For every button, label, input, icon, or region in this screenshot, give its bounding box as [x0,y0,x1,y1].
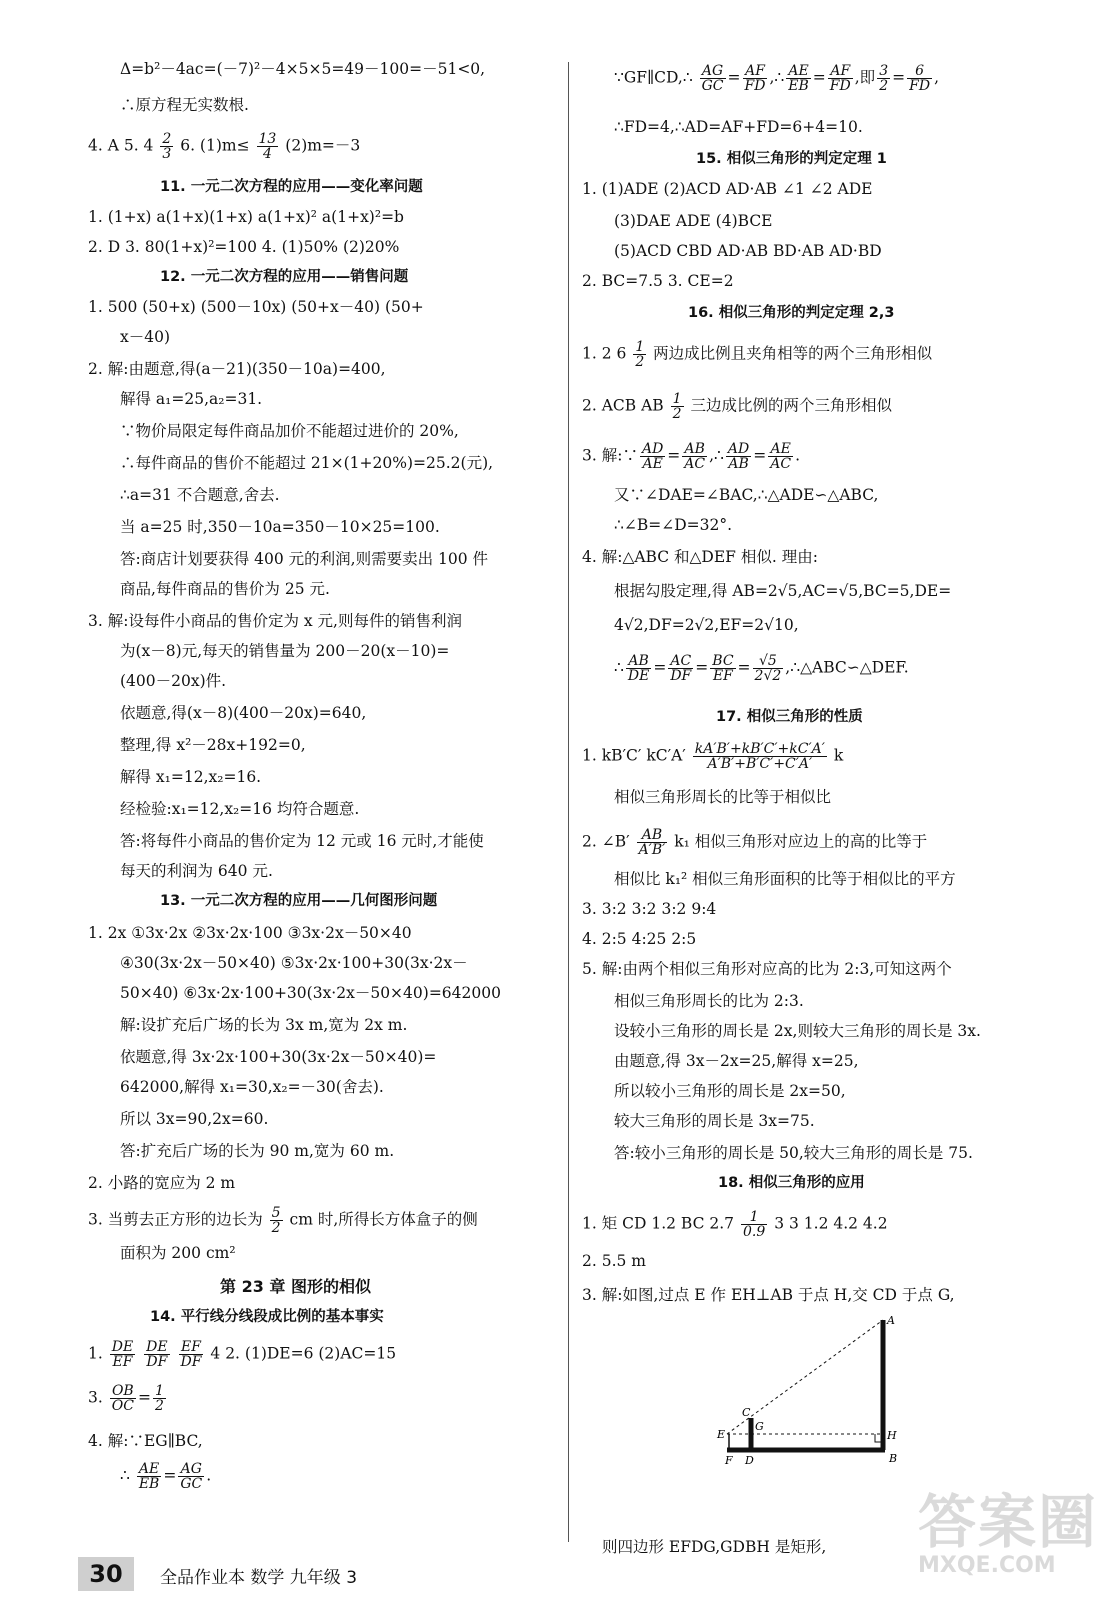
answer-17-5-e: 所以较小三角形的周长是 2x=50, [614,1082,846,1100]
label-f: F [725,1454,733,1467]
similar-triangles-figure [705,1312,905,1472]
answer-15-1-c: (5)ACD CBD AD·AB BD·AB AD·BD [614,242,882,260]
num: AB [682,442,707,457]
text: 4 2. (1)DE=6 (2)AC=15 [210,1344,397,1363]
num: 2 [162,131,172,147]
num: 1 [672,391,682,407]
label-h: H [887,1429,897,1442]
den: EB [138,1476,160,1492]
answer-17-5-d: 由题意,得 3x－2x=25,解得 x=25, [614,1052,859,1070]
answer-16-4-b: 根据勾股定理,得 AB=2√5,AC=√5,BC=5,DE= [614,582,952,600]
answer-13-1-f: 642000,解得 x₁=30,x₂=－30(舍去). [120,1078,384,1096]
den: GC [180,1476,203,1492]
answer-17-3: 3. 3:2 3:2 3:2 9:4 [582,900,717,918]
label-b: B [889,1452,898,1465]
fraction [743,64,768,93]
fraction [257,132,279,161]
den: DF [180,1354,202,1370]
label-e: E [717,1428,726,1441]
text: (2)m=－3 [285,136,361,155]
text: ,∴△ABC∽△DEF. [785,658,909,677]
fraction [671,392,684,421]
label-g: G [755,1420,764,1433]
answer-13-1-h: 答:扩充后广场的长为 90 m,宽为 60 m. [120,1142,395,1160]
answer-13-1-c: 50×40) ⑥3x·2x·100+30(3x·2x－50×40)=642000 [120,984,501,1002]
answer-14-3: 3. $\frac{OB}{OC}$ = $\frac{1}{2}$ [88,1383,164,1414]
fraction [633,340,646,369]
fraction [637,828,668,857]
text: 2. ACB AB [582,396,664,415]
column-divider [568,62,569,1542]
den: 4 [262,146,272,162]
text: 1. kB′C′ kC′A′ [582,746,686,765]
num: 13 [258,131,277,147]
den: 2 [154,1398,164,1414]
num: 1 [154,1383,164,1399]
num: OB [110,1384,136,1399]
page-number: 30 [78,1557,134,1591]
fraction [700,64,726,93]
den: GC [701,78,724,94]
den: EF [712,668,733,684]
fraction [668,654,693,683]
section-11-heading: 11. 一元二次方程的应用——变化率问题 [160,179,423,195]
answer-12-3-d: 依题意,得(x－8)(400－20x)=640, [120,704,367,722]
answer-14-4-b: ∴ $\frac{AE}{EB}$ = $\frac{AG}{GC}$ . [120,1461,212,1492]
answer-17-2 [582,828,927,857]
answer-16-4-d: ∴ $\frac{AB}{DE}$ = $\frac{AC}{DF}$ = $\frac{BC}{EF}$ = $\frac{√5}{2√2}$ ,∴△ABC∽△DEF. [614,653,909,684]
den: OC [111,1398,134,1414]
text: k [833,746,844,765]
den: 2 [879,78,889,94]
answer-12-3-f: 解得 x₁=12,x₂=16. [120,768,262,786]
text: 6. (1)m≤ [180,136,250,155]
text: ∴ [120,1466,130,1485]
num: EF [179,1340,204,1355]
fraction [907,64,932,93]
fraction [178,1462,204,1491]
fraction [710,654,735,683]
chapter-23-heading: 第 23 章 图形的相似 [220,1277,371,1296]
answer-12-2-g: 答:商店计划要获得 400 元的利润,则需要卖出 100 件 [120,550,489,568]
answer-12-3-e: 整理,得 x²－28x+192=0, [120,736,306,754]
answer-12-2-d: ∴每件商品的售价不能超过 21×(1+20%)=25.2(元), [120,454,494,472]
text: 1. [88,1344,103,1363]
den: 2 [672,406,682,422]
answer-17-5: 5. 解:由两个相似三角形对应高的比为 2:3,可知这两个 [582,960,952,978]
answer-12-3-b: 为(x－8)元,每天的销售量为 200－20(x－10)= [120,642,450,660]
den: 3 [162,146,172,162]
den: 2√2 [754,668,782,684]
fraction [160,132,173,161]
answer-18-3-b: 则四边形 EFDG,GDBH 是矩形, [602,1538,827,1556]
den: FD [744,78,766,94]
fraction [693,742,827,771]
num: 3 [879,63,889,79]
continuation-line-2: ∴FD=4,∴AD=AF+FD=6+4=10. [614,118,863,136]
answer-17-5-b: 相似三角形周长的比为 2:3. [614,992,804,1010]
num: AF [828,64,853,79]
num: 5 [271,1205,281,1221]
answers-4-6 [88,132,360,161]
den: A′B′+B′C′+C′A′ [707,756,813,772]
num: AE [137,1462,162,1477]
num: AE [768,442,793,457]
answer-16-4-c: 4√2,DF=2√2,EF=2√10, [614,616,799,634]
text: ,∴ [709,446,724,465]
text: 4. A 5. 4 [88,136,154,155]
answer-13-1-d: 解:设扩充后广场的长为 3x m,宽为 2x m. [120,1016,408,1034]
answer-12-2-b: 解得 a₁=25,a₂=31. [120,390,263,408]
num: √5 [753,654,784,669]
book-title: 全品作业本 数学 九年级 3 [160,1568,358,1588]
num: AF [743,64,768,79]
section-16-heading: 16. 相似三角形的判定定理 2,3 [688,305,895,321]
text: 3. [88,1388,103,1407]
den: 2 [271,1220,281,1236]
answer-16-4: 4. 解:△ABC 和△DEF 相似. 理由: [582,548,818,566]
answer-12-3-c: (400－20x)件. [120,672,227,690]
answer-13-3 [88,1206,478,1235]
num: AE [786,64,811,79]
fraction [137,1462,162,1491]
den: DF [670,668,692,684]
fraction [270,1206,283,1235]
den: 2 [635,354,645,370]
answer-17-1 [582,742,843,771]
label-d: D [745,1454,754,1467]
answer-17-1-c: 相似三角形周长的比等于相似比 [614,788,832,806]
text: 1. 2 6 [582,344,627,363]
text: ,∴ [769,68,785,87]
answer-15-1: 1. (1)ADE (2)ACD AD·AB ∠1 ∠2 ADE [582,180,873,198]
text: 1. 矩 CD 1.2 BC 2.7 [582,1214,735,1233]
den: DF [146,1354,168,1370]
fraction [753,654,784,683]
fraction [110,1340,135,1369]
den: DE [627,668,650,684]
answer-13-1-g: 所以 3x=90,2x=60. [120,1110,269,1128]
text: 2. ∠B′ [582,832,630,851]
num: 1 [741,1210,767,1225]
text: k₁ 相似三角形对应边上的高的比等于 [674,832,928,851]
text: 3. 解:∵ [582,446,638,465]
discriminant-line: Δ=b²－4ac=(－7)²－4×5×5=49－100=－51<0, [120,60,486,78]
answer-11-2: 2. D 3. 80(1+x)²=100 4. (1)50% (2)20% [88,238,400,256]
no-root-line: ∴原方程无实数根. [120,96,249,114]
fraction [153,1384,166,1413]
text: 两边成比例且夹角相等的两个三角形相似 [653,344,933,363]
answer-15-1-b: (3)DAE ADE (4)BCE [614,212,773,230]
text: ∵GF∥CD,∴ [614,68,693,87]
answer-17-5-c: 设较小三角形的周长是 2x,则较大三角形的周长是 3x. [614,1022,981,1040]
watermark-text: 答案圈 [918,1488,1099,1556]
text: ,即 [854,68,876,87]
answer-16-1 [582,340,932,369]
fraction [682,442,707,471]
answer-15-2: 2. BC=7.5 3. CE=2 [582,272,734,290]
answer-12-1-cont: x－40) [120,328,171,346]
answer-12-3-i: 每天的利润为 640 元. [120,862,273,880]
label-c: C [742,1406,751,1419]
den: EB [788,78,809,94]
answer-16-3-c: 又∵∠DAE=∠BAC,∴△ADE∽△ABC, [614,486,879,504]
section-15-heading: 15. 相似三角形的判定定理 1 [696,151,887,167]
answer-16-3: 3. 解:∵ $\frac{AD}{AE}$ = $\frac{AB}{AC}$ ,∴ $\frac{AD}{AB}$ = $\frac{AE}{AC}$ . [582,441,801,472]
fraction [640,442,665,471]
answer-16-2 [582,392,892,421]
num: AB [626,654,651,669]
num: AD [727,441,750,457]
answer-16-3-d: ∴∠B=∠D=32°. [614,516,733,534]
den: A′B′ [638,842,666,858]
answer-12-2-f: 当 a=25 时,350－10a=350－10×25=100. [120,518,440,536]
den: FD [829,78,851,94]
answer-12-2-c: ∵物价局限定每件商品加价不能超过进价的 20%, [120,422,459,440]
answer-11-1: 1. (1+x) a(1+x)(1+x) a(1+x)² a(1+x)²=b [88,208,404,226]
fraction [786,64,811,93]
num: DE [111,1339,134,1355]
den: EF [112,1354,133,1370]
answer-12-3-g: 经检验:x₁=12,x₂=16 均符合题意. [120,800,360,818]
num: AD [641,441,664,457]
fraction [144,1340,169,1369]
watermark-url: MXQE.COM [918,1553,1056,1578]
answer-12-2: 2. 解:由题意,得(a－21)(350－10a)=400, [88,360,386,378]
fraction [626,654,651,683]
answer-18-2: 2. 5.5 m [582,1252,646,1270]
continuation-line-1: ∵GF∥CD,∴ $\frac{AG}{GC}$ = $\frac{AF}{FD}$ ,∴ $\frac{AE}{EB}$ = $\frac{AF}{FD}$ ,即 $\frac{3}{2}$ = $\frac{6}{FD}$ , [614,63,939,94]
answer-17-5-f: 较大三角形的周长是 3x=75. [614,1112,815,1130]
text: ∴ [614,658,624,677]
den: AE [642,456,663,472]
num: 1 [635,339,645,355]
num: AG [700,64,726,79]
fraction [726,442,751,471]
fraction [110,1384,136,1413]
num: BC [712,653,734,669]
den: AC [770,456,792,472]
fraction [179,1340,204,1369]
answer-13-1-b: ④30(3x·2x－50×40) ⑤3x·2x·100+30(3x·2x－ [120,954,468,972]
answer-13-1-e: 依题意,得 3x·2x·100+30(3x·2x－50×40)= [120,1048,437,1066]
num: kA′B′+kB′C′+kC′A′ [694,741,825,757]
text: 3. 当剪去正方形的边长为 [88,1210,263,1229]
num: AG [178,1462,204,1477]
answer-17-5-g: 答:较小三角形的周长是 50,较大三角形的周长是 75. [614,1144,973,1162]
section-17-heading: 17. 相似三角形的性质 [716,709,863,725]
answer-14-1 [88,1340,396,1369]
answer-18-3: 3. 解:如图,过点 E 作 EH⊥AB 于点 H,交 CD 于点 G, [582,1286,955,1304]
answer-17-2-c: 相似比 k₁² 相似三角形面积的比等于相似比的平方 [614,870,956,888]
answer-18-1 [582,1210,888,1239]
num: 6 [907,64,932,79]
answer-17-4: 4. 2:5 4:25 2:5 [582,930,697,948]
section-12-heading: 12. 一元二次方程的应用——销售问题 [160,269,409,285]
fraction [877,64,890,93]
answer-12-2-h: 商品,每件商品的售价为 25 元. [120,580,330,598]
answer-12-3-h: 答:将每件小商品的售价定为 12 元或 16 元时,才能使 [120,832,484,850]
fraction [828,64,853,93]
answer-12-2-e: ∴a=31 不合题意,舍去. [120,486,280,504]
text: 3 3 1.2 4.2 4.2 [774,1214,888,1233]
watermark-logo [918,1475,1108,1595]
answer-12-3: 3. 解:设每件小商品的售价定为 x 元,则每件的销售利润 [88,612,462,630]
fraction [741,1210,767,1239]
num: DE [146,1339,168,1355]
den: FD [909,78,931,94]
den: AB [728,456,749,472]
section-18-heading: 18. 相似三角形的应用 [718,1175,865,1191]
answer-13-2: 2. 小路的宽应为 2 m [88,1174,236,1192]
answer-12-1: 1. 500 (50+x) (500－10x) (50+x－40) (50+ [88,298,424,316]
label-a: A [887,1314,895,1327]
num: AB [637,828,668,843]
answer-14-4: 4. 解:∵EG∥BC, [88,1432,203,1450]
text: cm 时,所得长方体盒子的侧 [289,1210,478,1229]
fraction [768,442,793,471]
text: 三边成比例的两个三角形相似 [690,396,892,415]
answer-13-1: 1. 2x ①3x·2x ②3x·2x·100 ③3x·2x－50×40 [88,924,412,942]
num: AC [668,654,693,669]
den: AC [684,456,706,472]
section-13-heading: 13. 一元二次方程的应用——几何图形问题 [160,893,438,909]
den: 0.9 [743,1224,766,1240]
section-14-heading: 14. 平行线分线段成比例的基本事实 [150,1309,384,1325]
answer-13-3-b: 面积为 200 cm² [120,1244,236,1262]
